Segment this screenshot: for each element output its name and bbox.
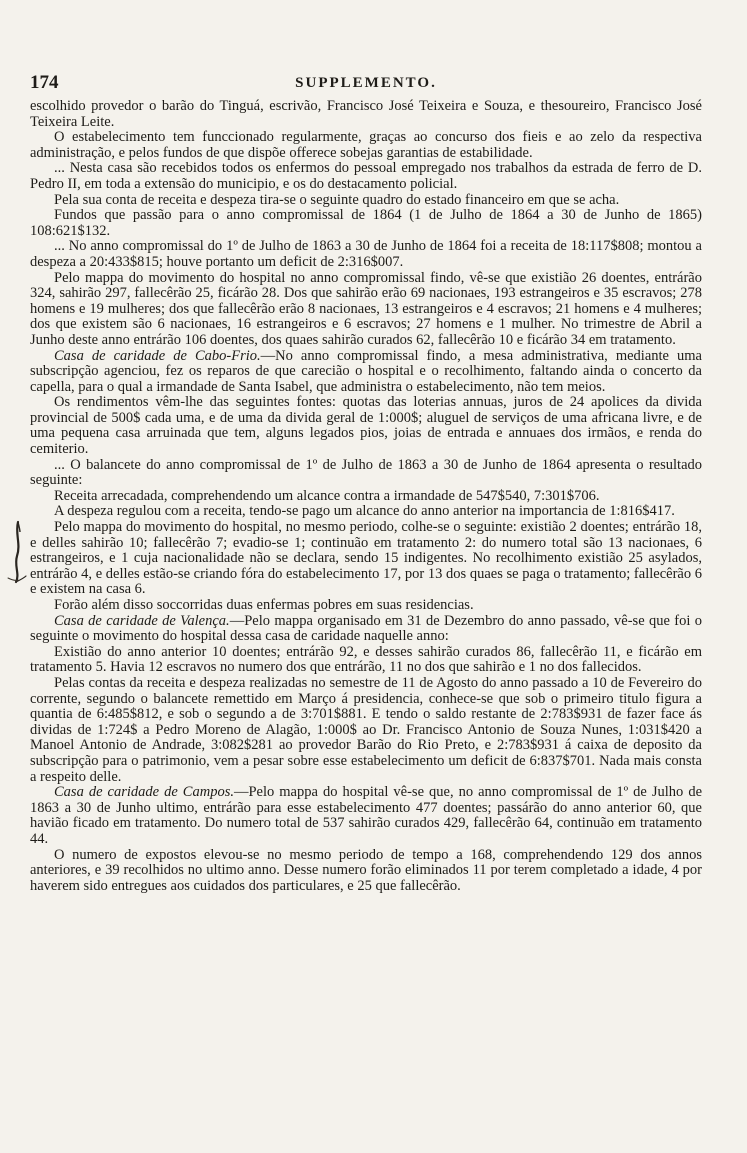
section-heading: Casa de caridade de Valença. [54,612,230,629]
paragraph: Forão além disso soccorridas duas enfermas pobres em suas residencias. [54,597,474,613]
section-paragraph [30,349,702,396]
paragraph: A despeza regulou com a receita, tendo-se pago um alcance do anno anterior na importancia de 1:816$417. [54,503,675,520]
margin-ink-mark [6,520,30,584]
section-heading: Casa de caridade de Campos. [54,784,234,801]
paragraph: Pela sua conta de receita e despeza tira-se o seguinte quadro do estado financeiro em que se acha. [54,191,620,208]
section-text: —Pelo mappa organisado em 31 de Dezembro do anno passado, vê-se que foi o seguinte o movimento do hospital dessa casa de caridade naquelle anno: [30,612,702,645]
paragraph: Pelo mappa do movimento do hospital no anno compromissal findo, vê-se que existião 26 doentes, entrárão 324, sahirão 297, fallecêrão 25, ficárão 28. Dos que sahirão erão 69 nacionaes, 193 estrangeiros e 35 escravos; 278 homens e 19 mulheres; dos que fallecêrão erão 8 nacionaes, 13 estrangeiros e 4 escravos; 21 homens e 4 mulheres; dos que existem são 6 nacionaes, 16 estrangeiros e 6 escravos; 27 homens e 1 mulher. No trimestre de Abril a Junho deste anno entrárão 106 doentes, dos quaes sahirão curados 62, fallecêrão 10 e ficárão 34 em tratamento. [30,269,702,348]
section-heading: Casa de caridade de Cabo-Frio. [54,347,261,364]
paragraph: O estabelecimento tem funccionado regularmente, graças ao concurso dos fieis e ao zelo da respectiva administração, e pelos fundos de que dispõe offerece sobejas garantias de estabilidade. [30,129,702,161]
paragraph: ... Nesta casa são recebidos todos os enfermos do pessoal empregado nos trabalhos da estrada de ferro de D. Pedro II, em toda a extensão do municipio, e os do destacamento policial. [30,160,702,192]
page-number: 174 [30,72,59,93]
section-paragraph [30,614,702,645]
paragraph: O numero de expostos elevou-se no mesmo periodo de tempo a 168, comprehendendo 129 dos annos anteriores, e 39 recolhidos no ultimo anno. Desse numero forão eliminados 11 por terem completado a idade, 4 por haverem sido entregues aos cuidados dos particulares, e 25 que fallecêrão. [30,846,702,894]
paragraph: ... No anno compromissal do 1º de Julho de 1863 a 30 de Junho de 1864 foi a receita de 18:117$808; montou a despeza a 20:433$815; houve portanto um deficit de 2:316$007. [30,238,702,270]
paragraph: Pelo mappa do movimento do hospital, no mesmo periodo, colhe-se o seguinte: existião 2 doentes; entrárão 18, e delles sahirão 10; fallecêrão 7; evadio-se 1; continuão em tratamento 2: do numero total são 13 nacionaes, 6 estrangeiros, e 1 cuja nacionalidade não se declara, sendo 15 indigentes. No recolhimento existião 25 asylados, entrárão 4, e delles estão-se criando fóra do estabelecimento 17, por 13 dos quaes se paga o tratamento; fallecêrão 6 e existem na casa 6. [30,519,702,598]
paragraph: Pelas contas da receita e despeza realizadas no semestre de 11 de Agosto do anno passado a 10 de Fevereiro do corrente, segundo o balancete remettido em Março á presidencia, conhece-se que sob o primeiro titulo figura a quantia de 6:485$812, e sob o segundo a de 3:701$881. E tendo o saldo restante de 2:783$931 de fazer face ás dividas de 1:724$ a Pedro Moreno de Alagão, 1:000$ ao Dr. Francisco Antonio de Souza Nunes, 1:031$420 a Manoel Antonio de Andrade, 3:082$281 ao provedor Barão do Rio Preto, e 2:783$931 á caixa de deposito da subscripção para o patrimonio, vem a pesar sobre esse estabelecimento um deficit de 6:837$701. Nada mais consta a respeito delle. [30,674,702,785]
paragraph: ... O balancete do anno compromissal de 1º de Julho de 1863 a 30 de Junho de 1864 apresenta o resultado seguinte: [30,456,702,489]
paragraph: Existião do anno anterior 10 doentes; entrárão 92, e desses sahirão curados 86, fallecêrão 11, e ficárão em tratamento 5. Havia 12 escravos no numero dos que entrárão, 11 no dos que sahirão e 1 no dos fallecidos. [30,643,702,676]
paragraph: Os rendimentos vêm-lhe das seguintes fontes: quotas das loterias annuas, juros de 24 apolices da divida provincial de 500$ cada uma, e de uma da divida geral de 1:000$; aluguel de serviços de uma africana livre, e de uma pequena casa arruinada que tem, alguns legados pios, joias de entrada e annuaes dos irmãos, e renda do cemiterio. [30,394,702,458]
section-text: —No anno compromissal findo, a mesa administrativa, mediante uma subscripção agenciou, fez os reparos de que carecião o hospital e o recolhimento, faltando ainda o concerto da capella, para o qual a irmandade de Santa Isabel, que administra o estabelecimento, não tem meios. [30,347,702,395]
paragraph: escolhido provedor o barão do Tinguá, escrivão, Francisco José Teixeira e Souza, e thesoureiro, Francisco José Teixeira Leite. [30,98,702,130]
section-paragraph [30,785,702,847]
section-text: —Pelo mappa do hospital vê-se que, no anno compromissal de 1º de Julho de 1863 a 30 de Junho ultimo, entrárão para esse estabelecimento 477 doentes; passárão do anno anterior 60, que havião ficado em tratamento. Do numero total de 537 sahirão curados 429, fallecêrão 64, continuão em tratamento 44. [30,784,703,847]
running-title: SUPPLEMENTO. [295,75,437,91]
paragraph: Fundos que passão para o anno compromissal de 1864 (1 de Julho de 1864 a 30 de Junho de 1865) 108:621$132. [30,207,702,239]
body-text [30,99,702,894]
page-header [30,72,702,96]
paragraph: Receita arrecadada, comprehendendo um alcance contra a irmandade de 547$540, 7:301$706. [54,487,600,504]
